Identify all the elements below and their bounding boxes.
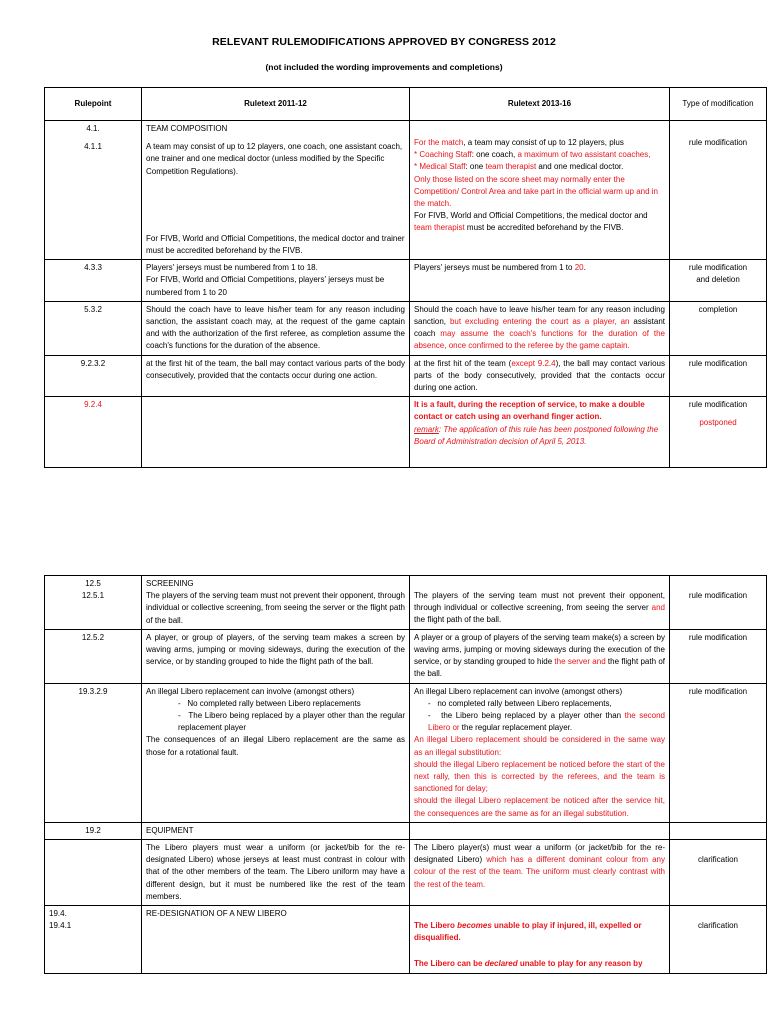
old-ruletext-cell: The Libero players must wear a uniform (or jacket/bib for the re-designated Libero) whose jerseys at least must contrast in colour with that of the other members of the team. The Libero uniform may have a different design, but it must be numbered like the rest of the team members. bbox=[142, 840, 410, 906]
new-ruletext: remark: The application of this rule has been postponed following the Board of Administration decision of April 5, 2013. bbox=[414, 424, 659, 446]
rulepoint-cell bbox=[45, 840, 142, 906]
table-row bbox=[45, 397, 767, 468]
old-ruletext-cell bbox=[142, 397, 410, 468]
old-ruletext: A team may consist of up to 12 players, one coach, one assistant coach, one trainer and one medical doctor (unless modified by the Specific Competition Regulations). bbox=[146, 142, 403, 176]
new-ruletext-cell bbox=[410, 822, 670, 839]
rulepoint-cell: 19.2 bbox=[45, 822, 142, 839]
new-ruletext-cell bbox=[410, 683, 670, 822]
list-item: - No completed rally between Libero replacements bbox=[178, 698, 361, 708]
new-ruletext-cell: The Libero player(s) must wear a uniform (or jacket/bib for the re-designated Libero) which has a different dominant colour from any colour of the rest of the team. The uniform must clearly contrast with the rest of the team. bbox=[410, 840, 670, 906]
table-row bbox=[45, 301, 767, 355]
modifications-table-1 bbox=[44, 87, 767, 468]
new-ruletext-cell: A player or a group of players of the serving team make(s) a screen by waving arms, jumping or moving sideways during the execution of the service, or by standing grouped to hide the server and the flight path of the ball. bbox=[410, 629, 670, 683]
old-ruletext-cell bbox=[142, 576, 410, 630]
old-ruletext: The consequences of an illegal Libero replacement are the same as those for a rotational fault. bbox=[146, 735, 405, 757]
old-ruletext: For FIVB, World and Official Competitions, players' jerseys must be numbered from 1 to 20 bbox=[146, 275, 385, 297]
new-ruletext: Only those listed on the score sheet may normally enter the Competition/ Control Area and take part in the official warm up and in the match. bbox=[414, 174, 658, 209]
new-ruletext-cell bbox=[410, 906, 670, 974]
list-item: - no completed rally between Libero replacements, bbox=[428, 698, 612, 708]
type-label: rule modification bbox=[688, 400, 748, 410]
rulepoint-cell bbox=[45, 121, 142, 260]
rulepoint-19-4: 19.4. bbox=[49, 909, 67, 919]
document-subtitle: (not included the wording improvements and completions) bbox=[265, 62, 503, 72]
table-row bbox=[45, 355, 767, 397]
new-ruletext: For the match, a team may consist of up to 12 players, plus bbox=[414, 138, 624, 147]
section-heading: SCREENING bbox=[146, 579, 194, 588]
document-title: RELEVANT RULEMODIFICATIONS APPROVED BY CONGRESS 2012 bbox=[212, 36, 556, 48]
rulepoint-12-5: 12.5 bbox=[85, 579, 101, 588]
rulepoint-cell bbox=[45, 576, 142, 630]
rulepoint-12-5-1: 12.5.1 bbox=[81, 591, 105, 601]
table-row bbox=[45, 822, 767, 839]
rulepoint-cell: 4.3.3 bbox=[45, 260, 142, 302]
new-ruletext: * Medical Staff: one team therapist and one medical doctor. bbox=[414, 162, 624, 172]
new-ruletext: The Libero becomes unable to play if injured, ill, expelled or disqualified. bbox=[414, 921, 642, 943]
header-rulepoint: Rulepoint bbox=[45, 88, 142, 121]
type-cell bbox=[670, 121, 767, 260]
rulepoint-19-4-1: 19.4.1 bbox=[49, 921, 72, 931]
rulepoint-cell: 19.3.2.9 bbox=[45, 683, 142, 822]
type-cell: rule modification bbox=[670, 683, 767, 822]
new-ruletext: It is a fault, during the reception of service, to make a double contact or catch using an overhand finger action. bbox=[414, 400, 645, 422]
new-ruletext: should the illegal Libero replacement be noticed before the start of the next rally, then this is corrected by the referees, and the team is sanctioned for delay; bbox=[414, 759, 665, 794]
type-cell bbox=[670, 397, 767, 468]
new-ruletext: should the illegal Libero replacement be noticed after the service hit, the consequences are the same as for an illegal substitution. bbox=[414, 796, 665, 818]
rulepoint-cell: 9.2.4 bbox=[45, 397, 142, 468]
table-row bbox=[45, 576, 767, 630]
table-row bbox=[45, 260, 767, 302]
type-label: and deletion bbox=[696, 275, 740, 285]
new-ruletext-cell bbox=[410, 121, 670, 260]
table-row bbox=[45, 121, 767, 260]
modifications-table-2 bbox=[44, 575, 767, 974]
old-ruletext: An illegal Libero replacement can involve (amongst others) bbox=[146, 686, 355, 696]
old-ruletext-cell: at the first hit of the team, the ball may contact various parts of the body consecutively, provided that the contacts occur during one action. bbox=[142, 355, 410, 397]
type-cell bbox=[670, 822, 767, 839]
new-ruletext-cell bbox=[410, 397, 670, 468]
header-ruletext-old: Ruletext 2011-12 bbox=[142, 88, 410, 121]
type-cell bbox=[670, 260, 767, 302]
table-row bbox=[45, 683, 767, 822]
type-cell bbox=[670, 906, 767, 974]
type-cell bbox=[670, 840, 767, 906]
old-ruletext: The players of the serving team must not prevent their opponent, through individual or collective screening, from seeing the server or the flight path of the ball. bbox=[146, 591, 405, 625]
list-item: - the Libero being replaced by a player other than the second Libero or the regular replacement player. bbox=[428, 711, 665, 733]
old-ruletext: Players' jerseys must be numbered from 1 to 18. bbox=[146, 263, 318, 273]
type-cell: completion bbox=[670, 301, 767, 355]
header-type: Type of modification bbox=[670, 88, 767, 121]
rulepoint-cell: 5.3.2 bbox=[45, 301, 142, 355]
table-header-row bbox=[45, 88, 767, 121]
new-ruletext-cell: at the first hit of the team (except 9.2.4), the ball may contact various parts of the body consecutively, provided that the contacts occur during one action. bbox=[410, 355, 670, 397]
list-item: - The Libero being replaced by a player other than the regular replacement player bbox=[178, 711, 405, 733]
new-ruletext: * Coaching Staff: one coach, a maximum of two assistant coaches, bbox=[414, 150, 651, 160]
rulepoint-4-1: 4.1. bbox=[86, 124, 100, 133]
old-ruletext-cell bbox=[142, 906, 410, 974]
type-label: postponed bbox=[699, 418, 737, 428]
table-row bbox=[45, 629, 767, 683]
type-cell: rule modification bbox=[670, 355, 767, 397]
rulepoint-4-1-1: 4.1.1 bbox=[84, 142, 102, 152]
table-row bbox=[45, 906, 767, 974]
old-ruletext-cell: Should the coach have to leave his/her team for any reason including sanction, the assistant coach may, at the request of the game captain and with the authorization of the first referee, as completion assume the coach's functions for the duration of the absence. bbox=[142, 301, 410, 355]
old-ruletext: For FIVB, World and Official Competitions, the medical doctor and trainer must be accredited beforehand by the FIVB. bbox=[146, 233, 405, 256]
rulepoint-cell: 9.2.3.2 bbox=[45, 355, 142, 397]
section-heading: EQUIPMENT bbox=[142, 822, 410, 839]
new-ruletext-cell: The players of the serving team must not prevent their opponent, through individual or collective screening, from seeing the server and the flight path of the ball. bbox=[410, 576, 670, 630]
type-label: rule modification bbox=[688, 138, 748, 147]
new-ruletext: The Libero can be declared unable to play for any reason by bbox=[414, 959, 643, 969]
type-label: clarification bbox=[697, 921, 738, 931]
section-heading: TEAM COMPOSITION bbox=[146, 124, 228, 133]
old-ruletext-cell bbox=[142, 683, 410, 822]
new-ruletext-cell: Players' jerseys must be numbered from 1 to 20. bbox=[410, 260, 670, 302]
old-ruletext-cell bbox=[142, 260, 410, 302]
header-ruletext-new: Ruletext 2013-16 bbox=[410, 88, 670, 121]
type-cell bbox=[670, 576, 767, 630]
old-ruletext-cell bbox=[142, 121, 410, 260]
new-ruletext-cell: Should the coach have to leave his/her team for any reason including sanction, but excluding entering the court as a player, an assistant coach may assume the coach's functions for the duration of the absence, once confirmed to the referee by the game captain. bbox=[410, 301, 670, 355]
section-heading: RE-DESIGNATION OF A NEW LIBERO bbox=[146, 909, 287, 919]
new-ruletext: An illegal Libero replacement can involve (amongst others) bbox=[414, 686, 623, 696]
type-label: rule modification bbox=[688, 263, 748, 273]
rulepoint-cell: 12.5.2 bbox=[45, 629, 142, 683]
type-label: clarification bbox=[697, 855, 738, 865]
new-ruletext: For FIVB, World and Official Competitions, the medical doctor and team therapist must be accredited beforehand by the FIVB. bbox=[414, 211, 648, 233]
table-row bbox=[45, 840, 767, 906]
new-ruletext: An illegal Libero replacement should be considered in the same way as an illegal substitution: bbox=[414, 735, 665, 757]
type-cell: rule modification bbox=[670, 629, 767, 683]
rulepoint-cell bbox=[45, 906, 142, 974]
type-label: rule modification bbox=[688, 591, 748, 600]
old-ruletext-cell: A player, or group of players, of the serving team makes a screen by waving arms, jumping or moving sideways, during the execution of the service, or by standing grouped to hide the flight path of the ball. bbox=[142, 629, 410, 683]
